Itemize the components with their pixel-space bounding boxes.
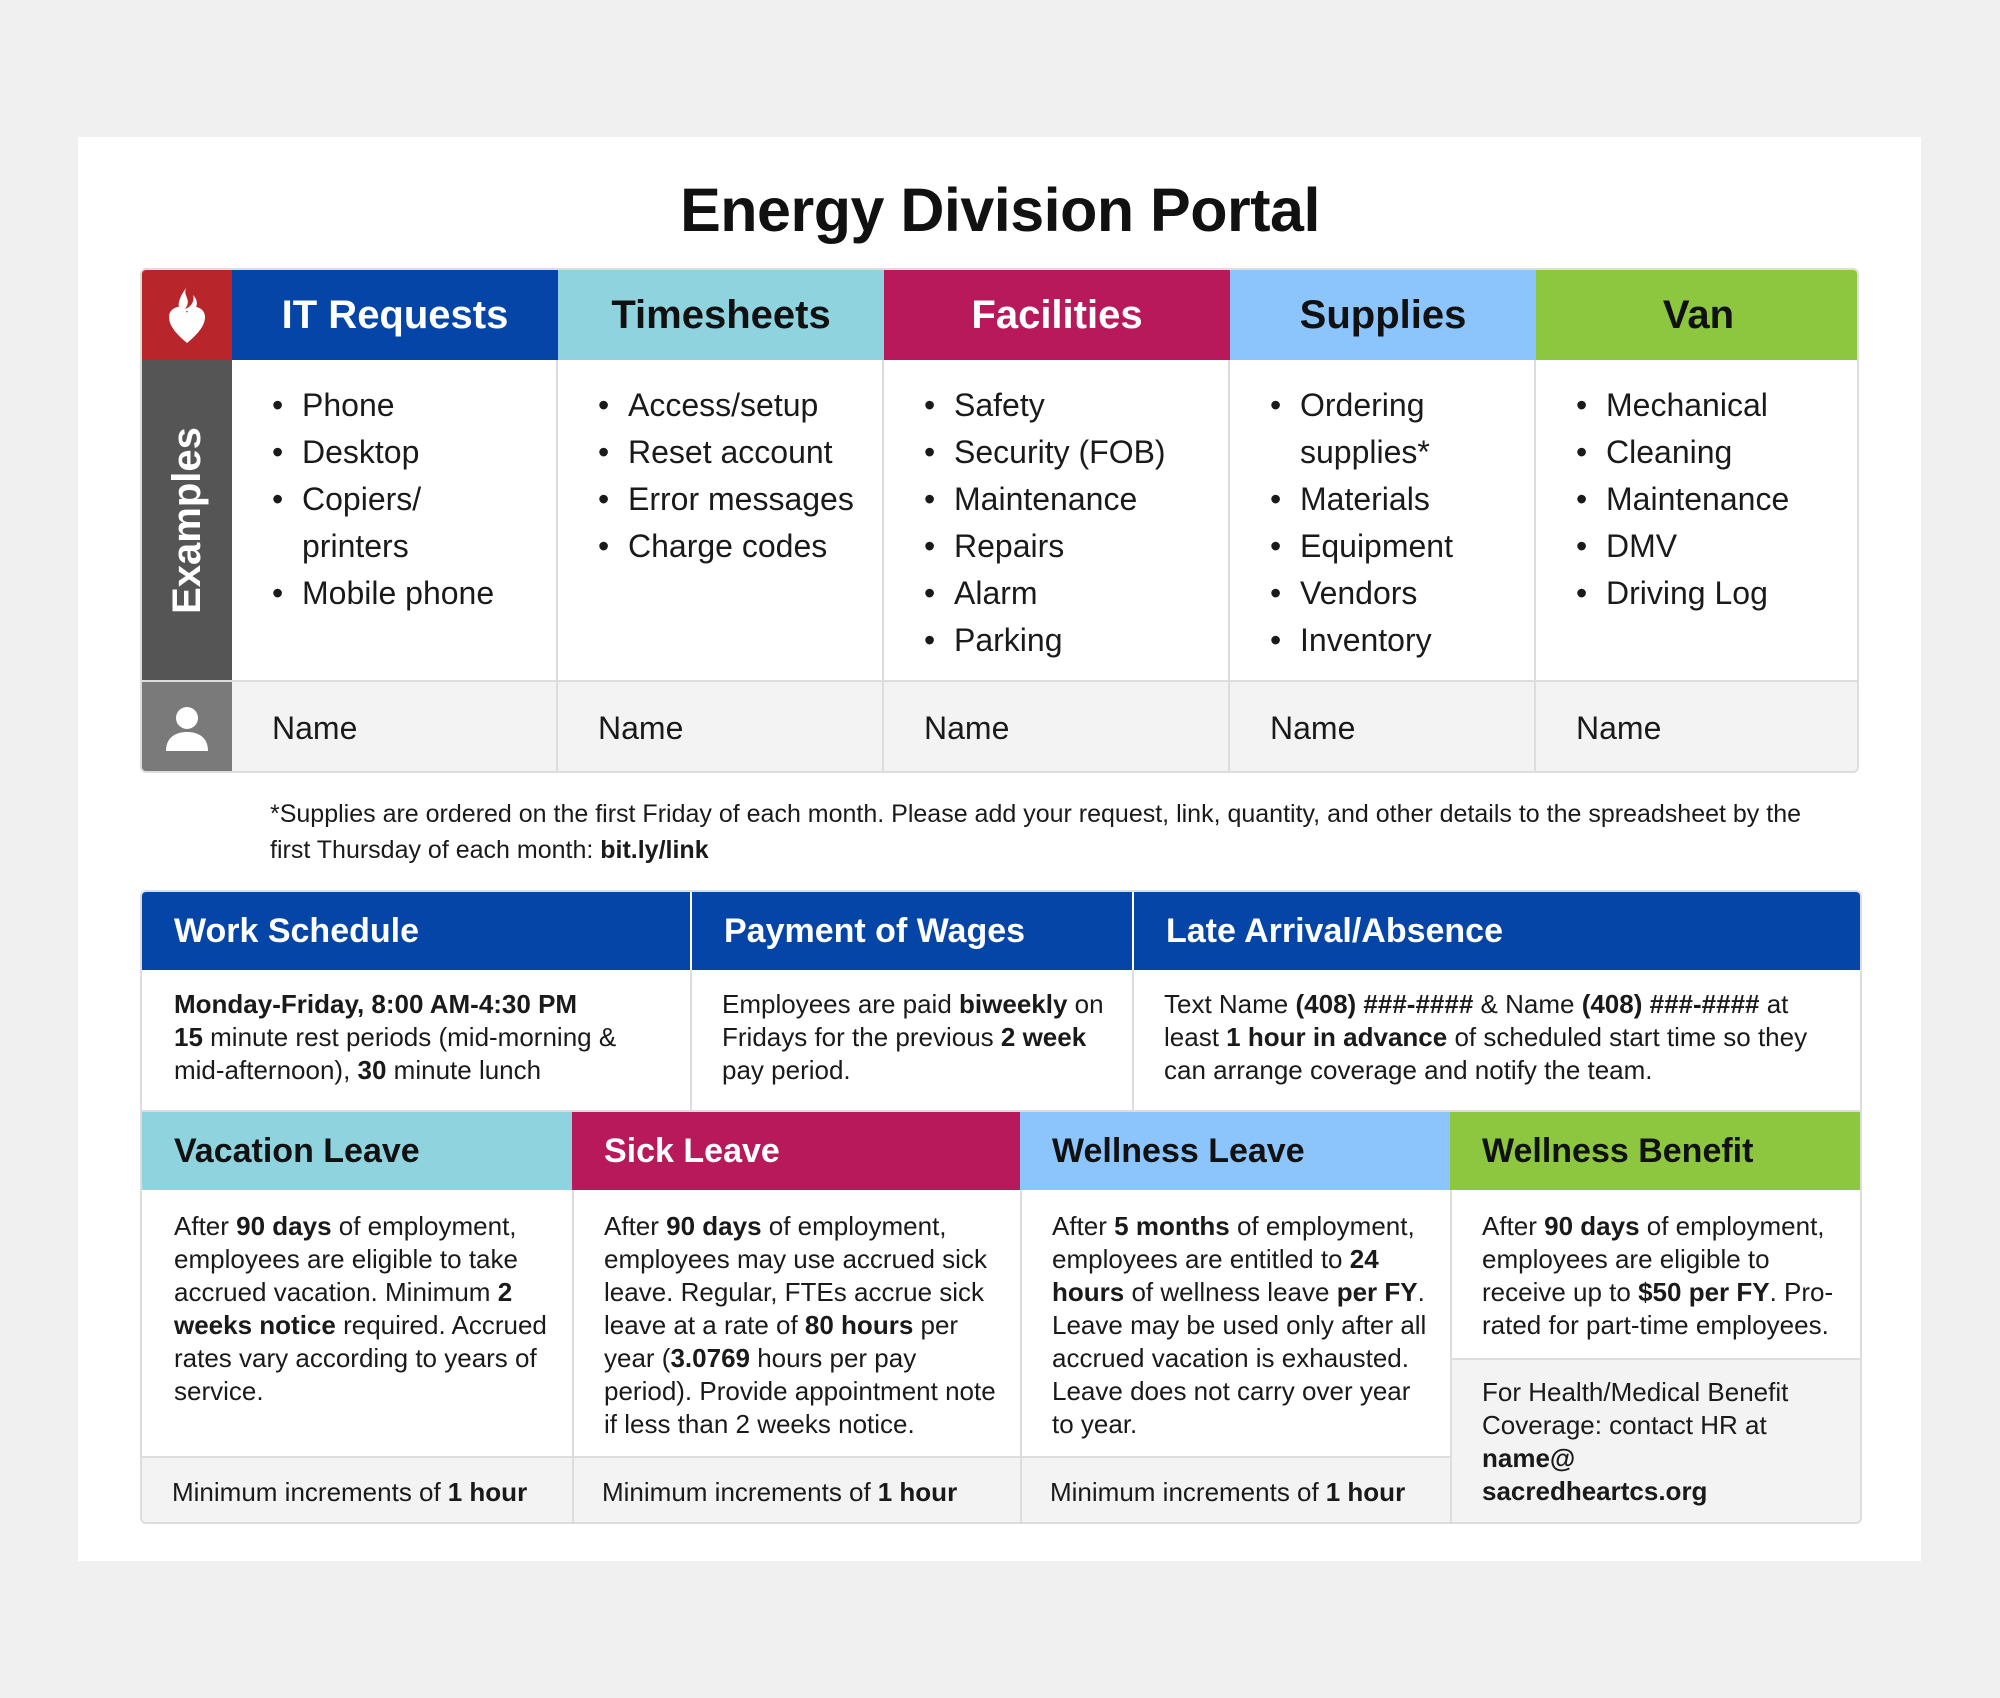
examples-it-requests [232,360,558,680]
contact-supplies: Name [1230,680,1536,773]
vacation-min-increment: Minimum increments of 1 hour [142,1458,572,1524]
header-late-arrival: Late Arrival/Absence [1132,892,1862,970]
header-vacation-leave: Vacation Leave [142,1112,572,1190]
examples-list [272,382,556,617]
contact-timesheets: Name [558,680,884,773]
list-item: • Reset account [598,434,833,470]
list-item: • Ordering supplies* [1270,387,1430,470]
list-item: • Security (FOB) [924,434,1166,470]
divider [1132,970,1134,1112]
examples-list [1576,382,1859,617]
list-item: • Maintenance [924,481,1138,517]
header-it-requests: IT Requests [232,270,558,360]
list-item: • Alarm [924,575,1038,611]
list-item: • Access/setup [598,387,819,423]
divider [142,1456,1450,1458]
examples-facilities [884,360,1230,680]
divider [1450,1190,1452,1524]
list-item: • Error messages [598,481,854,517]
supplies-footnote: *Supplies are ordered on the first Friday of each month. Please add your request, link, quantity, and other details to the spreadsheet by the first Thursday of each month: bit.ly/link [270,800,1802,864]
logo-cell [142,270,232,360]
list-item: • Repairs [924,528,1065,564]
header-facilities: Facilities [884,270,1230,360]
header-van: Van [1536,270,1859,360]
header-wellness-leave: Wellness Leave [1020,1112,1450,1190]
flaming-heart-icon [167,285,207,345]
hr-email[interactable]: name@ [1482,1443,1576,1473]
list-item: • Cleaning [1576,434,1733,470]
examples-list [1270,382,1534,664]
examples-side-label [142,360,232,680]
list-item: • Safety [924,387,1045,423]
list-item: • Vendors [1270,575,1418,611]
examples-van [1536,360,1859,680]
late-arrival-text: Text Name (408) ###-#### & Name (408) ###-#### at least 1 hour in advance of scheduled start time so they can arrange coverage and notify the team. [1164,989,1808,1085]
payment-text: Employees are paid biweekly on Fridays for the previous 2 week pay period. [722,989,1104,1085]
list-item: • Inventory [1270,622,1432,658]
sick-min-increment: Minimum increments of 1 hour [572,1458,1020,1524]
work-schedule-text: Monday-Friday, 8:00 AM-4:30 PM 15 minute rest periods (mid-morning & mid-afternoon), 30 minute lunch [174,989,617,1085]
contact-facilities: Name [884,680,1230,773]
divider [1450,1358,1862,1360]
divider [572,1190,574,1524]
header-wellness-benefit: Wellness Benefit [1450,1112,1862,1190]
divider [1020,1190,1022,1524]
examples-label: Examples [164,426,209,614]
contacts-table [140,268,1859,773]
list-item: • Maintenance [1576,481,1790,517]
contact-side-label [142,680,232,773]
list-item: • Mobile phone [272,575,495,611]
list-item: • Phone [272,387,395,423]
examples-timesheets [558,360,884,680]
wellness-min-increment: Minimum increments of 1 hour [1020,1458,1450,1524]
list-item: • Desktop [272,434,420,470]
list-item: • Charge codes [598,528,828,564]
header-work-schedule: Work Schedule [142,892,690,970]
list-item: • Parking [924,622,1063,658]
examples-supplies [1230,360,1536,680]
header-timesheets: Timesheets [558,270,884,360]
header-payment-of-wages: Payment of Wages [690,892,1132,970]
header-supplies: Supplies [1230,270,1536,360]
page-title: Energy Division Portal [680,176,1320,244]
health-benefit-contact: For Health/Medical Benefit Coverage: contact HR at name@ sacredheartcs.org [1450,1360,1862,1524]
contact-van: Name [1536,680,1859,773]
spreadsheet-link[interactable]: bit.ly/link [600,836,709,864]
policies-table [140,890,1862,1524]
person-icon [164,705,210,753]
header-sick-leave: Sick Leave [572,1112,1020,1190]
contact-it-requests: Name [232,680,558,773]
wellness-benefit-text: After 90 days of employment, employees are eligible to receive up to $50 per FY. Pro-rated for part-time employees. [1482,1211,1834,1340]
list-item: • DMV [1576,528,1678,564]
divider [690,970,692,1112]
list-item: • Equipment [1270,528,1453,564]
wellness-leave-text: After 5 months of employment, employees are entitled to 24 hours of wellness leave per FY. Leave may be used only after all accrued vacation is exhausted. Leave does not carry over year to year. [1052,1211,1427,1439]
sick-leave-text: After 90 days of employment, employees may use accrued sick leave. Regular, FTEs accrue sick leave at a rate of 80 hours per year (3.0769 hours per pay period). Provide appointment note if less than 2 weeks notice. [604,1211,996,1439]
examples-list [598,382,882,570]
list-item: • Materials [1270,481,1430,517]
list-item: • Driving Log [1576,575,1768,611]
vacation-leave-text: After 90 days of employment, employees are eligible to take accrued vacation. Minimum 2 weeks notice required. Accrued rates vary according to years of service. [174,1211,547,1406]
examples-list [924,382,1228,664]
list-item: • Mechanical [1576,387,1768,423]
list-item: • Copiers/ printers [272,481,422,564]
